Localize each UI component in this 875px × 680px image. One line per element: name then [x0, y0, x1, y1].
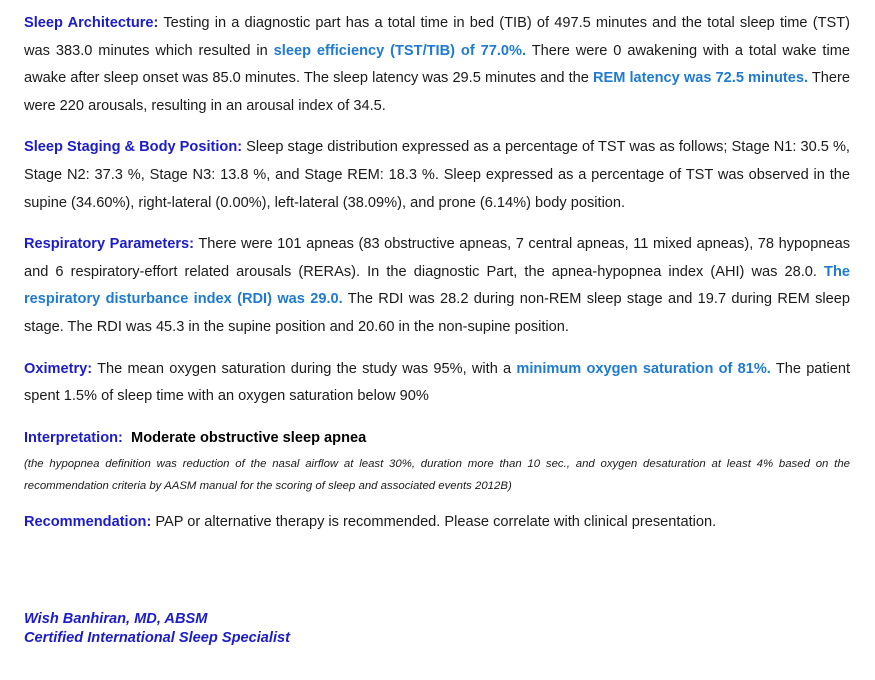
respiratory-text-2: The RDI was 28.2 during non-REM sleep stage and 19.7 during REM sleep stage. The RDI was 45.3 in the supine position and 20.60 in the non-supine position. — [24, 291, 850, 335]
signature-title: Certified International Sleep Specialist — [24, 630, 291, 646]
respiratory-section — [24, 231, 850, 341]
interpretation-section — [24, 425, 850, 453]
recommendation-heading: Recommendation: — [24, 514, 152, 531]
hypopnea-definition-note: (the hypopnea definition was reduction of the nasal airflow at least 30%, duration more than 10 sec., and oxygen desaturation at least 4% based on the recommendation criteria by AASM manual for the scoring of sleep and associated events 2012B) — [24, 458, 850, 492]
rem-latency-highlight: REM latency was 72.5 minutes. — [592, 70, 809, 87]
sleep-architecture-heading: Sleep Architecture: — [24, 15, 159, 31]
signature-block — [24, 610, 290, 648]
sleep-architecture-section — [24, 10, 850, 120]
oximetry-section — [24, 356, 850, 411]
sleep-architecture-text-3: There were 220 arousals, resulting in an arousal index of 34.5. — [24, 70, 850, 114]
rdi-highlight: The respiratory disturbance index (RDI) was 29.0. — [24, 263, 850, 308]
recommendation-text: PAP or alternative therapy is recommended. Please correlate with clinical presentation. — [151, 514, 717, 531]
min-oxygen-highlight: minimum oxygen saturation of 81%. — [516, 360, 771, 377]
interpretation-value: Moderate obstructive sleep apnea — [131, 429, 367, 446]
sleep-architecture-text-2: There were 0 awakening with a total wake time awake after sleep onset was 85.0 minutes. The sleep latency was 29.5 minutes and the — [24, 42, 850, 87]
sleep-staging-section — [24, 134, 850, 217]
report-body — [24, 10, 850, 551]
sleep-efficiency-highlight: sleep efficiency (TST/TIB) of 77.0%. — [273, 42, 527, 59]
oximetry-text-2: The patient spent 1.5% of sleep time with an oxygen saturation below 90% — [24, 360, 851, 405]
sleep-architecture-text-1: Testing in a diagnostic part has a total time in bed (TIB) of 497.5 minutes and the total sleep time (TST) was 383.0 minutes which resulted in — [24, 15, 850, 59]
signature-name: Wish Banhiran, MD, ABSM — [24, 611, 208, 627]
respiratory-heading: Respiratory Parameters: — [24, 236, 195, 253]
recommendation-section — [24, 509, 850, 537]
respiratory-text-1: There were 101 apneas (83 obstructive apneas, 7 central apneas, 11 mixed apneas), 78 hypopneas and 6 respiratory-effort related arousals (RERAs). In the diagnostic Part, the apnea-hypopnea index (AHI) was 28.0. — [24, 236, 850, 280]
oximetry-text-1: The mean oxygen saturation during the study was 95%, with a — [92, 360, 517, 377]
oximetry-heading: Oximetry: — [24, 360, 93, 377]
interpretation-heading: Interpretation: — [24, 429, 123, 446]
sleep-staging-heading: Sleep Staging & Body Position: — [24, 139, 243, 156]
sleep-staging-text: Sleep stage distribution expressed as a percentage of TST was as follows; Stage N1: 30.5 %, Stage N2: 37.3 %, Stage N3: 13.8 %, and Stage REM: 18.3 %. Sleep expressed as a percentage of TST was observed in the supine (34.60%), right-lateral (0.00%), left-lateral (38.09%), and prone (6.14%) body position. — [24, 139, 850, 211]
